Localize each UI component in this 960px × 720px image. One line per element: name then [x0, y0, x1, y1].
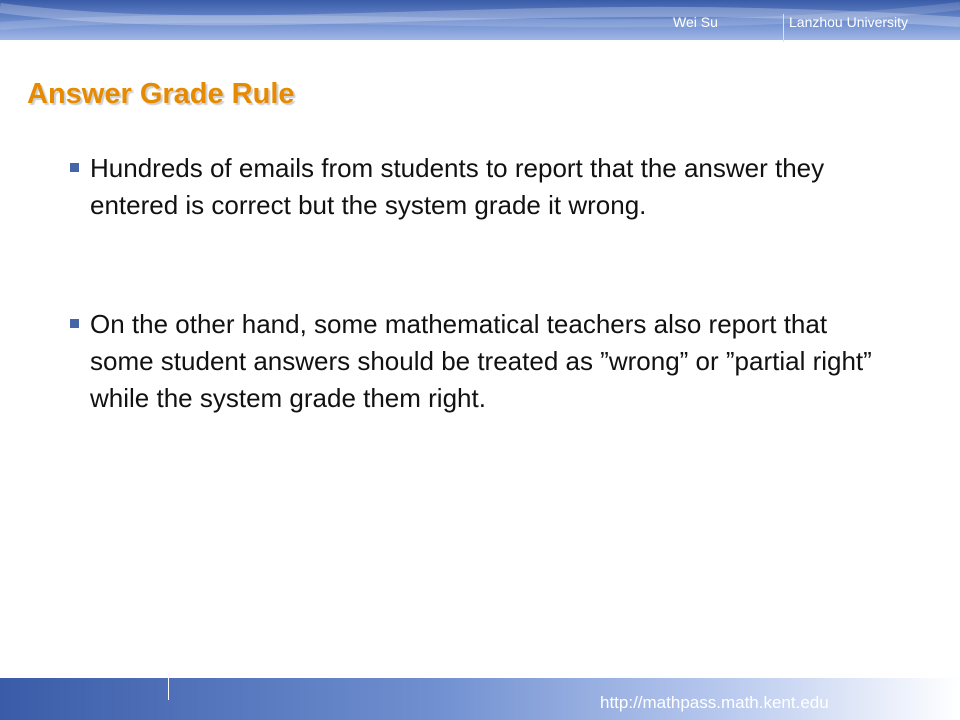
header-band [0, 0, 960, 40]
bullet-list [64, 150, 884, 417]
bullet-text: Hundreds of emails from students to report that the answer they entered is correct but the system grade it wrong. [90, 153, 825, 220]
slide-title: Answer Grade Rule [27, 78, 295, 110]
bullet-text: On the other hand, some mathematical teachers also report that some student answers should be treated as ”wrong” or ”partial right” while the system grade them right. [90, 309, 872, 413]
square-bullet-icon [70, 319, 79, 328]
bullet-item [64, 306, 884, 417]
bullet-item [64, 150, 884, 224]
header-divider [783, 14, 784, 42]
institution-name: Lanzhou University [789, 14, 909, 30]
footer-url: http://mathpass.math.kent.edu [600, 693, 829, 712]
square-bullet-icon [70, 163, 79, 172]
footer-divider [168, 678, 169, 700]
author-name: Wei Su [673, 14, 718, 30]
